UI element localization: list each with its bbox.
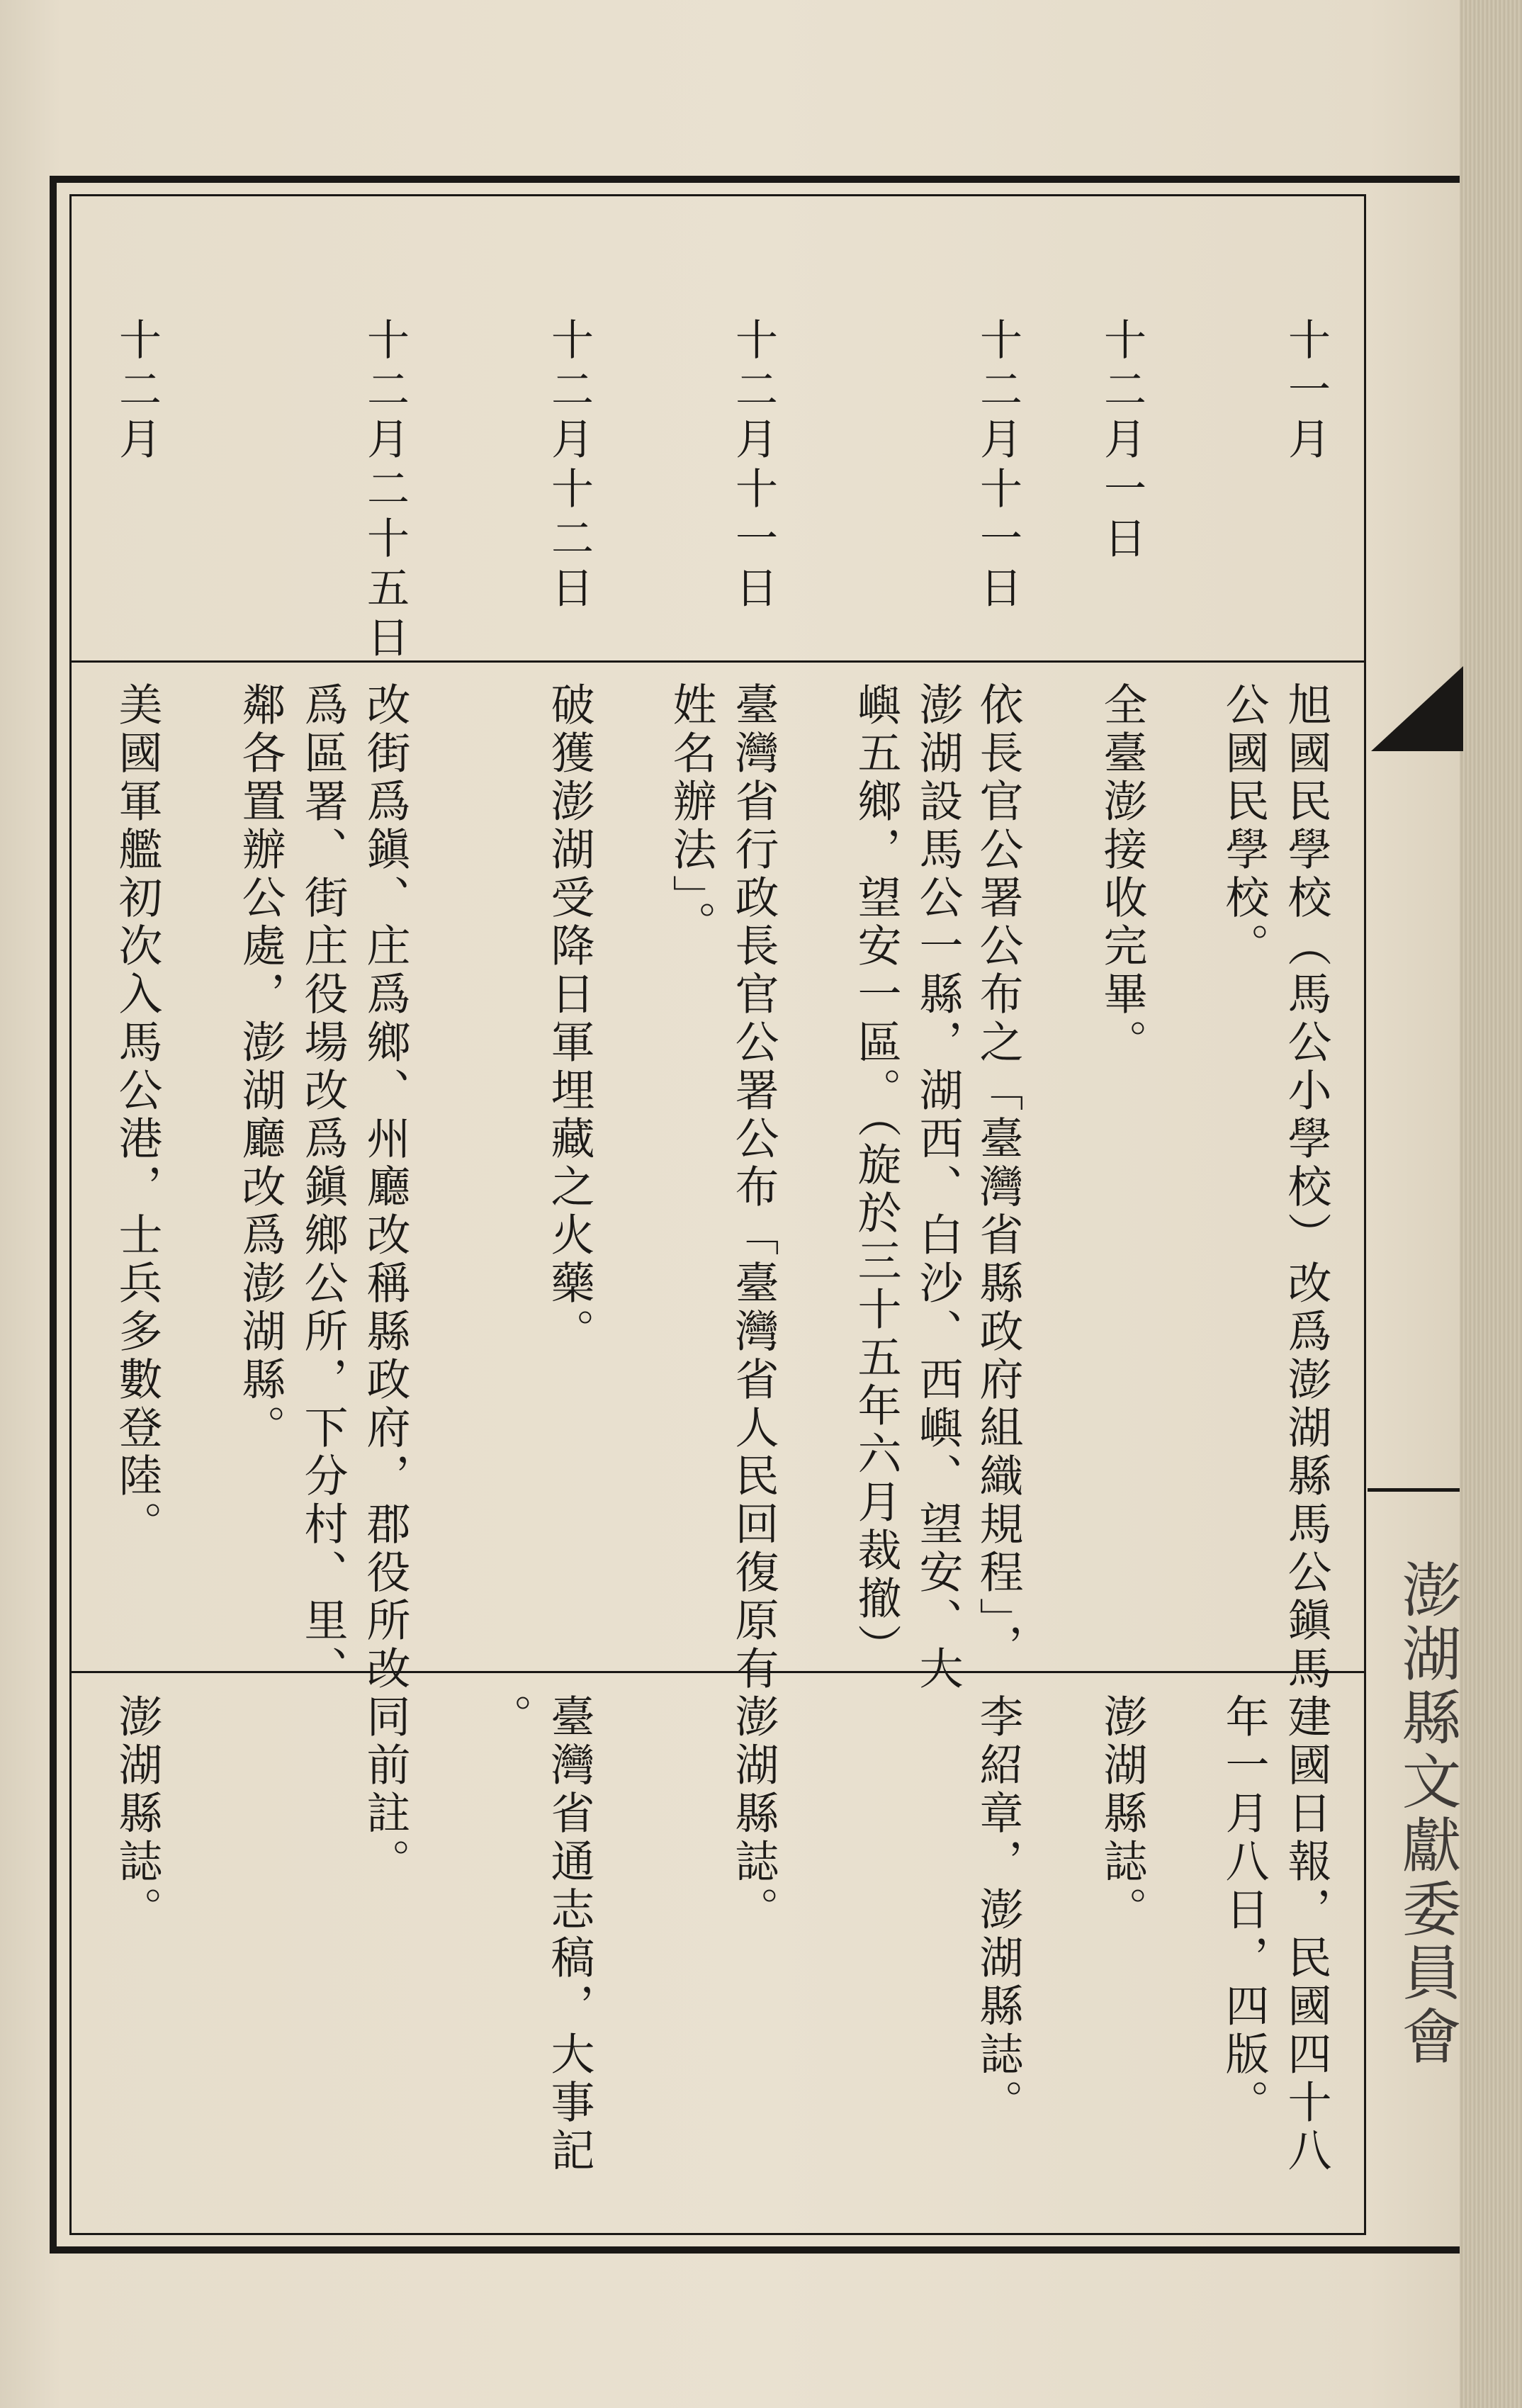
row-date: 十二月二十五日 — [360, 317, 410, 665]
row-source-line: 澎湖縣誌。 — [728, 1694, 779, 1935]
divider-date-event — [72, 660, 1364, 663]
row-date: 十二月十一日 — [973, 317, 1022, 615]
row-event-line: 鄰各置辦公處，澎湖廳改爲澎湖縣。 — [235, 682, 286, 1453]
row-event-line: 美國軍艦初次入馬公港，士兵多數登陸。 — [111, 682, 163, 1549]
publisher-title: 澎湖縣文獻委員會 — [1392, 1559, 1462, 2069]
row-event-line: 澎湖設馬公一縣，湖西、白沙、西嶼、望安、大 — [912, 682, 964, 1694]
row-event-line: 依長官公署公布之「臺灣省縣政府組織規程」， — [972, 682, 1024, 1672]
row-source-line: 臺灣省通志稿，大事記 — [543, 1694, 595, 2176]
row-source-line: 同前註。 — [359, 1694, 411, 1886]
row-date: 十二月一日 — [1097, 317, 1146, 566]
row-source-line: 澎湖縣誌。 — [1096, 1694, 1148, 1935]
row-event-line: 旭國民學校（馬公小學校）改爲澎湖縣馬公鎭馬 — [1280, 682, 1332, 1694]
row-date: 十二月 — [112, 317, 162, 466]
row-date: 十一月 — [1281, 317, 1331, 466]
row-event-line: 全臺澎接收完畢。 — [1096, 682, 1148, 1067]
row-source-line: 李紹章，澎湖縣誌。 — [972, 1694, 1024, 2127]
row-source-line: 建國日報，民國四十八 — [1280, 1694, 1332, 2176]
row-event-line: 改街爲鎭、庄爲鄉、州廳改稱縣政府，郡役所改 — [359, 682, 411, 1694]
divider-event-source — [72, 1671, 1364, 1673]
row-source-line: 。 — [481, 1694, 533, 1742]
row-event-line: 姓名辦法」。 — [665, 682, 717, 949]
row-date: 十二月十一日 — [728, 317, 778, 615]
row-event-line: 臺灣省行政長官公署公布「臺灣省人民回復原有 — [728, 682, 779, 1694]
row-event-line: 公國民學校。 — [1218, 682, 1270, 971]
row-date: 十二月十二日 — [544, 317, 594, 615]
row-event-line: 爲區署、街庄役場改爲鎭鄉公所，下分村、里、 — [297, 682, 349, 1694]
row-event-line: 嶼五鄉，望安一區。（旋於三十五年六月裁撤） — [850, 682, 902, 1672]
row-event-line: 破獲澎湖受降日軍埋藏之火藥。 — [543, 682, 595, 1356]
row-source-line: 年一月八日，四版。 — [1218, 1694, 1270, 2127]
row-source-line: 澎湖縣誌。 — [111, 1694, 163, 1935]
